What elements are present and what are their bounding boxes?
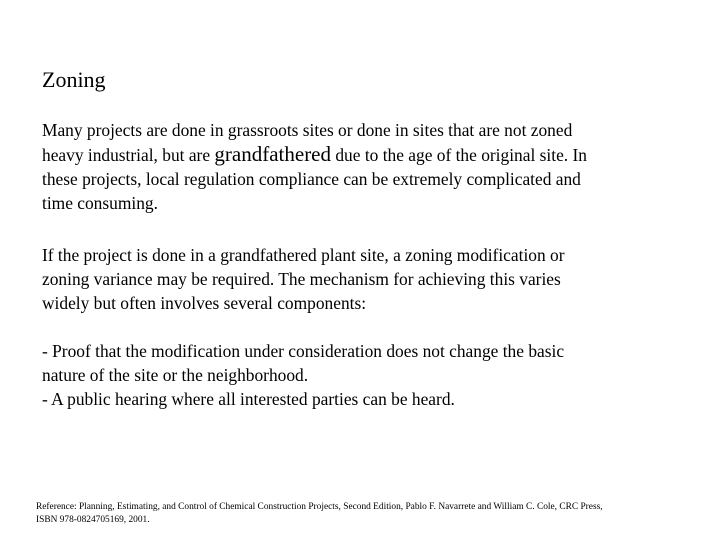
slide-title: Zoning <box>42 67 106 92</box>
emphasized-term: grandfathered <box>214 142 332 166</box>
paragraph-zoning-modification <box>42 243 682 315</box>
text-line: Many projects are done in grassroots sites or done in sites that are not zoned <box>42 120 573 140</box>
reference-line: Reference: Planning, Estimating, and Control of Chemical Construction Projects, Second Edition, Pablo F. Navarrete and William C. Cole, CRC Press, <box>36 502 603 512</box>
text-segment: due to the age of the original site. In <box>331 145 587 165</box>
text-segment: heavy industrial, but are <box>42 145 215 165</box>
list-item: - A public hearing where all interested parties can be heard. <box>42 389 455 409</box>
text-line: If the project is done in a grandfathered plant site, a zoning modification or <box>42 245 565 265</box>
reference-line: ISBN 978-0824705169, 2001. <box>36 515 150 525</box>
reference-citation <box>36 501 676 527</box>
text-line <box>42 142 682 167</box>
text-line: these projects, local regulation compliance can be extremely complicated and <box>42 169 581 189</box>
paragraph-grandfathered-sites <box>42 118 682 215</box>
list-item: - Proof that the modification under consideration does not change the basic <box>42 341 565 361</box>
list-item-continuation: nature of the site or the neighborhood. <box>42 365 309 385</box>
text-line: widely but often involves several components: <box>42 293 367 313</box>
text-line: time consuming. <box>42 193 158 213</box>
text-line: zoning variance may be required. The mechanism for achieving this varies <box>42 269 561 289</box>
paragraph-components-list <box>42 339 682 411</box>
